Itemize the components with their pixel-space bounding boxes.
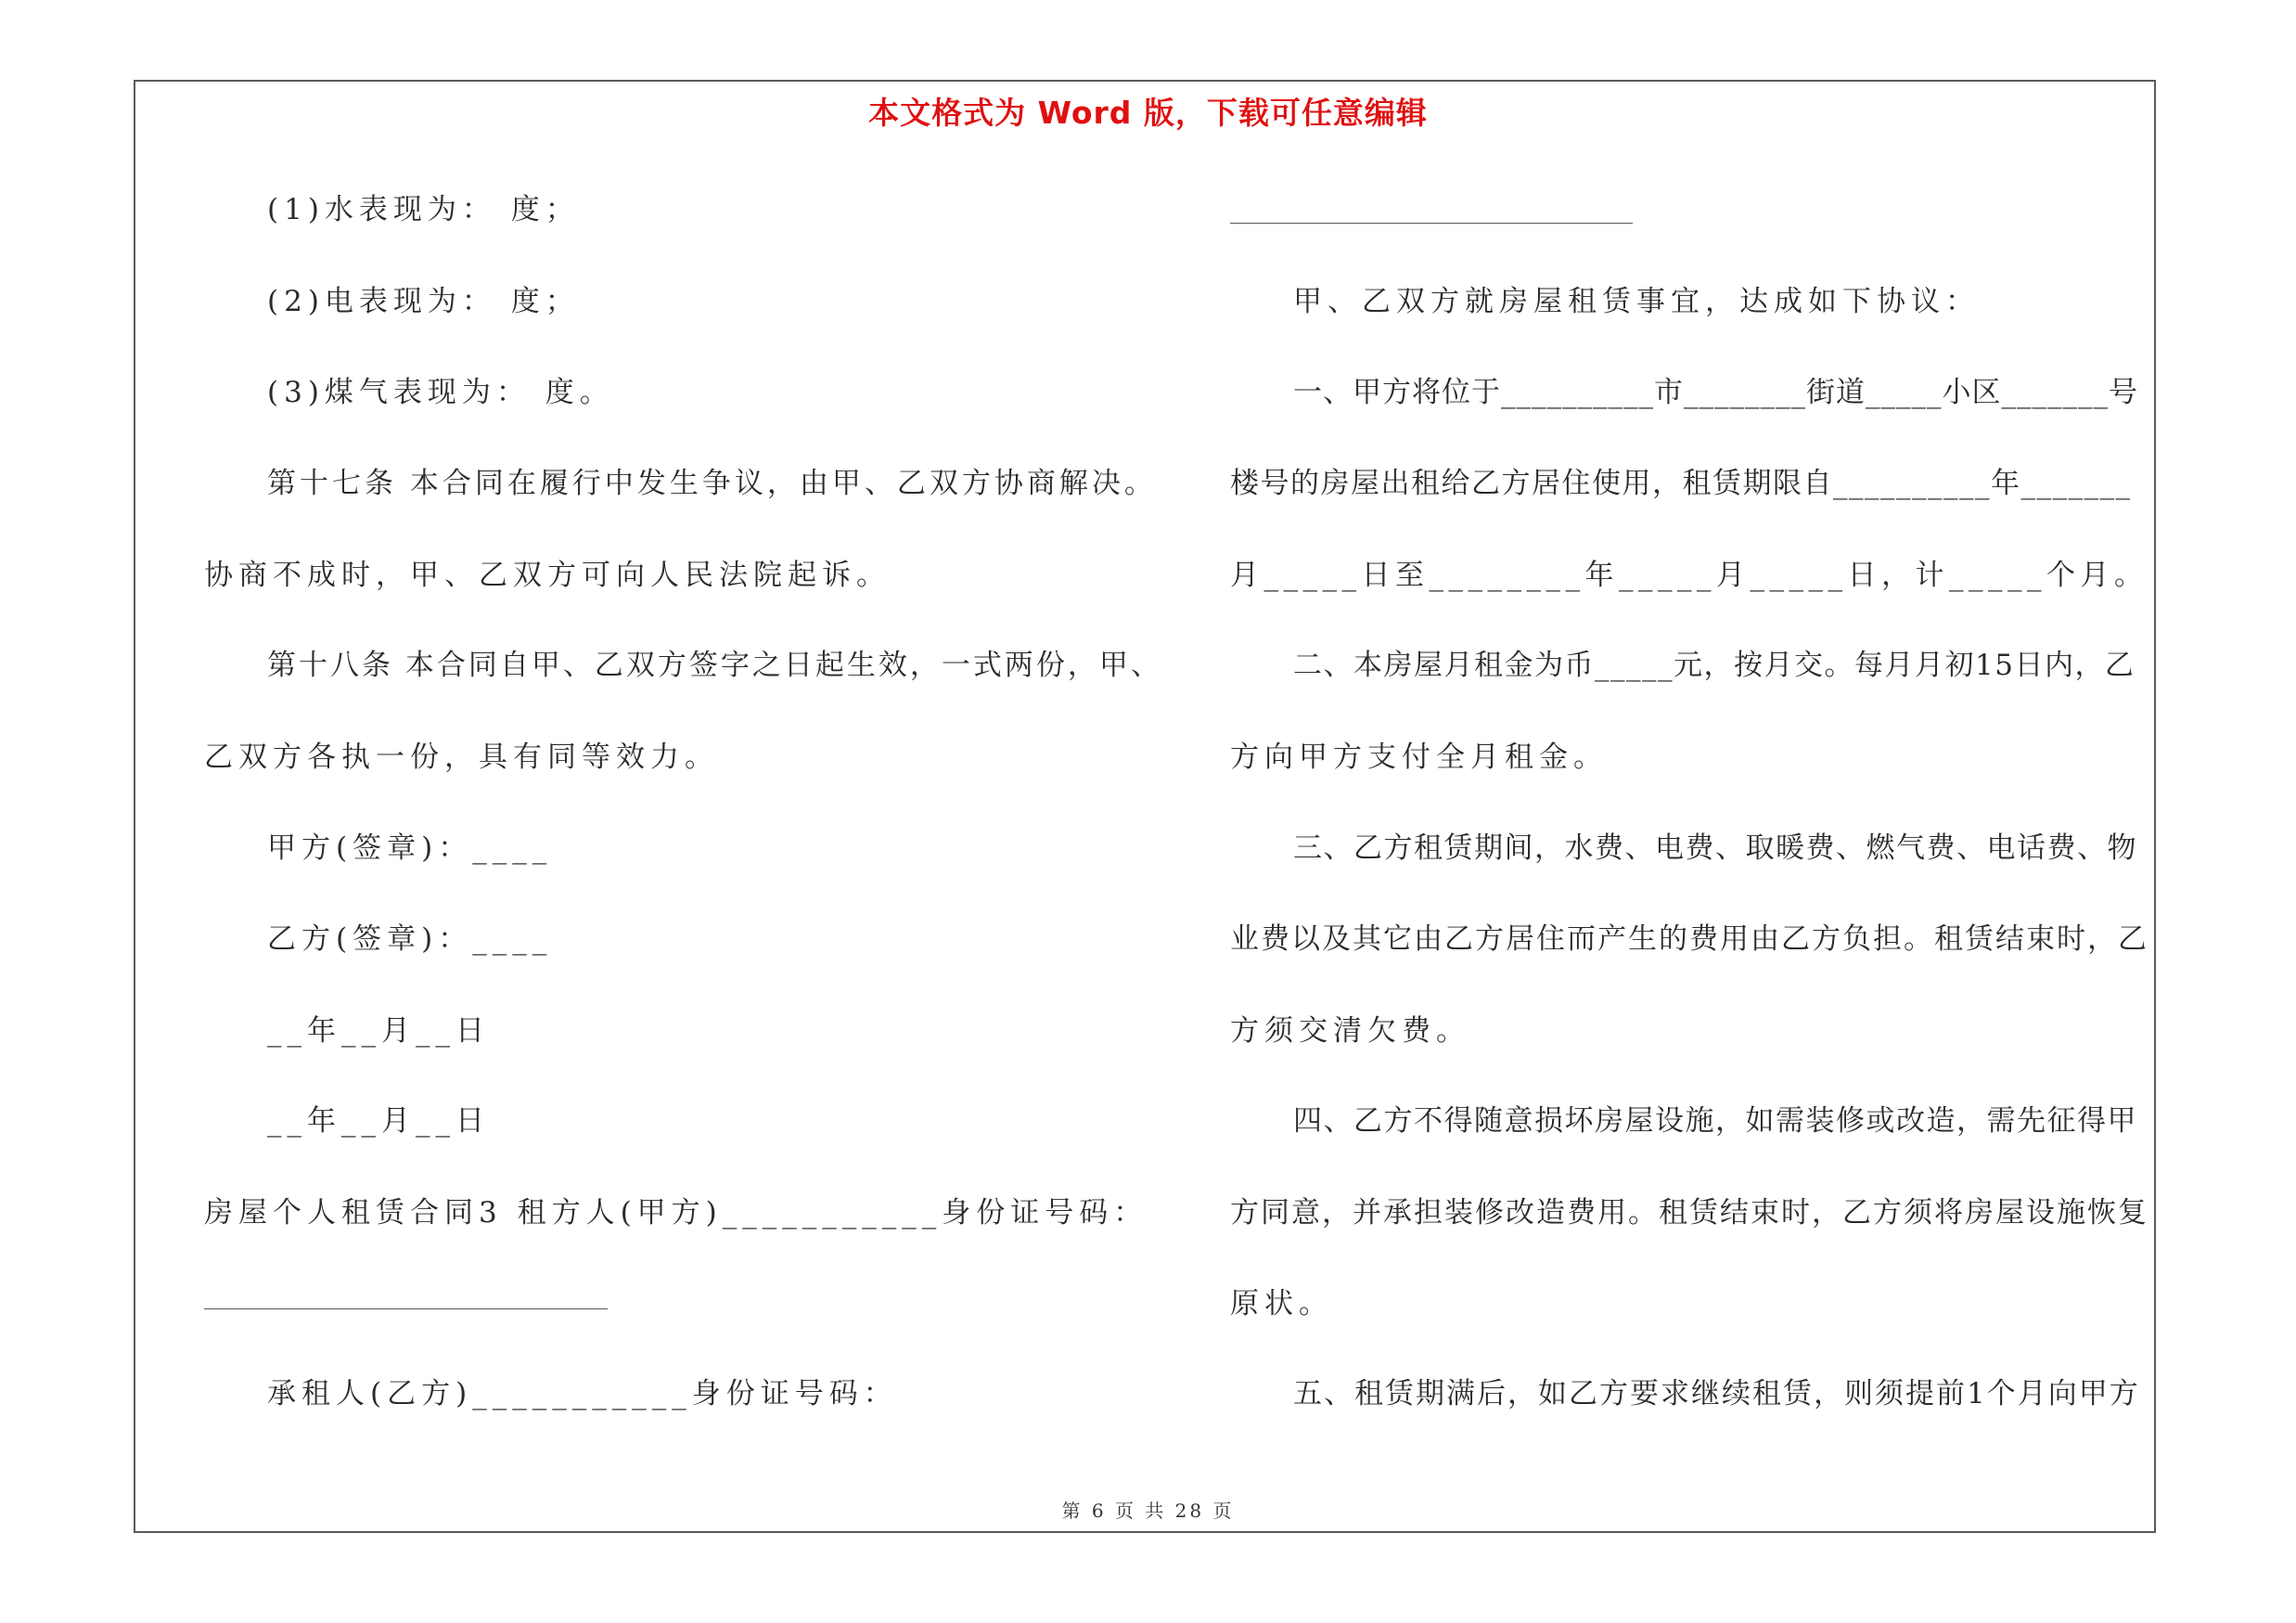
party-a-signature-line: 甲方(签章)：____: [267, 831, 553, 865]
agreement-intro-line: 甲、乙双方就房屋租赁事宜，达成如下协议：: [1293, 285, 1980, 318]
clause-2-line-2: 方向甲方支付全月租金。: [1230, 741, 1608, 774]
clause-3-line-3: 方须交清欠费。: [1230, 1014, 1470, 1048]
article-18-line-2: 乙双方各执一份，具有同等效力。: [204, 741, 719, 774]
clause-5-line-1: 五、租赁期满后，如乙方要求继续租赁，则须提前1个月向甲方: [1293, 1377, 2140, 1410]
clause-3-line-2: 业费以及其它由乙方居住而产生的费用由乙方负担。租赁结束时，乙: [1230, 922, 2148, 956]
gas-meter-line: (3)煤气表现为： 度。: [267, 376, 614, 409]
party-b-signature-line: 乙方(签章)：____: [267, 922, 553, 956]
clause-1-line-3: 月_____日至________年_____月_____日，计_____个月。: [1230, 559, 2148, 592]
format-banner: 本文格式为 Word 版，下载可任意编辑: [868, 95, 1428, 131]
date-line-1: __年__月__日: [267, 1014, 490, 1048]
clause-1-line-2: 楼号的房屋出租给乙方居住使用，租赁期限自__________年_______: [1230, 467, 2132, 500]
water-meter-line: (1)水表现为： 度；: [267, 193, 580, 226]
id-number-blank-rule: [204, 1308, 608, 1309]
contract-3-heading-line: 房屋个人租赁合同3 租方人(甲方)___________身份证号码：: [204, 1196, 1148, 1230]
date-line-2: __年__月__日: [267, 1104, 490, 1138]
article-17-line-1: 第十七条 本合同在履行中发生争议，由甲、乙双方协商解决。: [267, 467, 1157, 500]
page-number: 第 6 页 共 28 页: [1061, 1500, 1235, 1522]
clause-4-line-2: 方同意，并承担装修改造费用。租赁结束时，乙方须将房屋设施恢复: [1230, 1196, 2148, 1230]
article-18-line-1: 第十八条 本合同自甲、乙双方签字之日起生效，一式两份，甲、: [267, 649, 1162, 682]
lessee-line: 承租人(乙方)___________身份证号码：: [267, 1377, 898, 1410]
clause-1-line-1: 一、甲方将位于__________市________街道_____小区_______号: [1293, 376, 2138, 409]
electric-meter-line: (2)电表现为： 度；: [267, 285, 580, 318]
id-number-blank-rule-right: [1230, 223, 1633, 224]
article-17-line-2: 协商不成时，甲、乙双方可向人民法院起诉。: [204, 559, 891, 592]
clause-3-line-1: 三、乙方租赁期间，水费、电费、取暖费、燃气费、电话费、物: [1293, 831, 2137, 865]
clause-4-line-1: 四、乙方不得随意损坏房屋设施，如需装修或改造，需先征得甲: [1293, 1104, 2137, 1138]
clause-2-line-1: 二、本房屋月租金为币_____元，按月交。每月月初15日内，乙: [1293, 649, 2136, 682]
clause-4-line-3: 原状。: [1230, 1287, 1333, 1320]
